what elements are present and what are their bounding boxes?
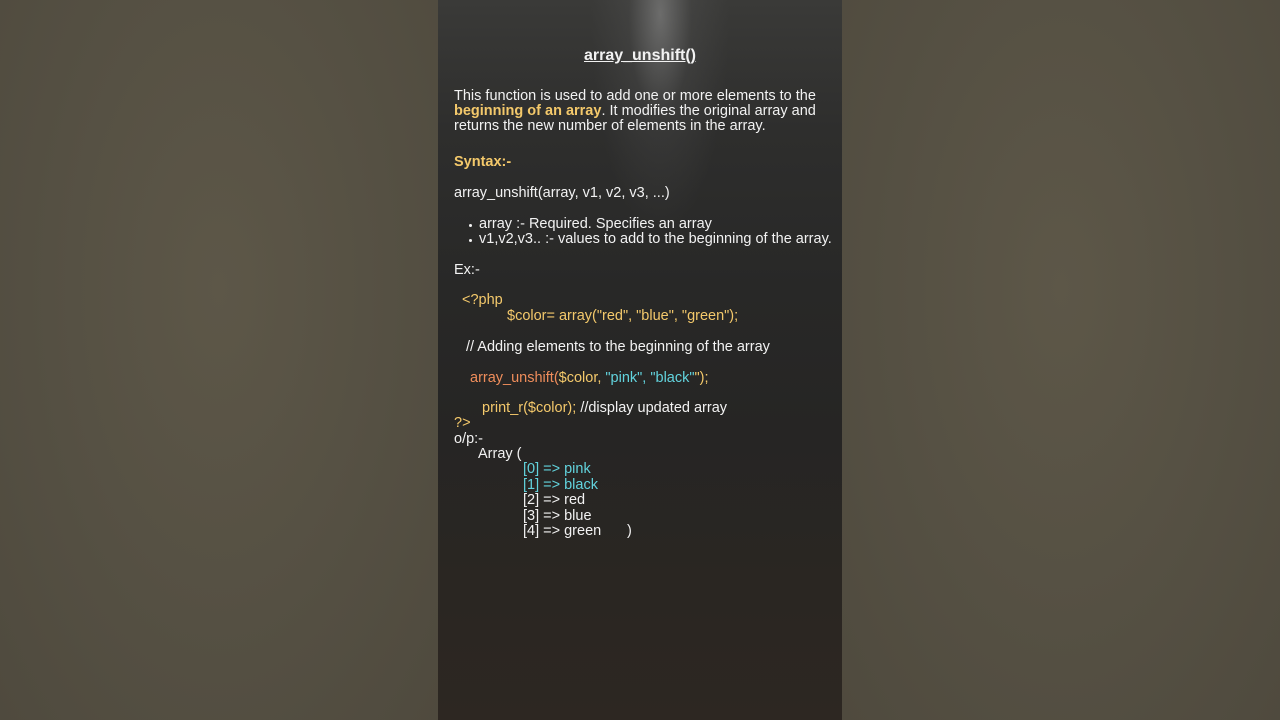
left-blurred-background <box>0 0 438 720</box>
code-php-close: ?> <box>454 415 471 431</box>
code-call-line <box>470 371 709 387</box>
intro-line-1: This function is used to add one or more elements to the <box>454 88 816 104</box>
output-item: [2] => red <box>523 492 586 508</box>
code-call-fn: array_unshift( <box>470 370 559 386</box>
content-panel <box>438 0 842 720</box>
bullet-icon <box>469 239 472 242</box>
right-blurred-background <box>842 0 1280 720</box>
code-print-line <box>482 401 727 417</box>
code-php-open: <?php <box>462 292 503 308</box>
code-assign: $color= array("red", "blue", "green"); <box>507 308 739 324</box>
intro-line-2-rest: . It modifies the original array and <box>601 103 816 119</box>
syntax-heading: Syntax:- <box>454 154 512 170</box>
output-array-close: ) <box>627 523 632 539</box>
output-item: [1] => black <box>523 477 598 493</box>
param-item: v1,v2,v3.. :- values to add to the beginning of the array. <box>479 231 832 247</box>
code-comment: // Adding elements to the beginning of the array <box>466 339 770 355</box>
bullet-icon <box>469 224 472 227</box>
output-array-open: Array ( <box>478 446 522 462</box>
code-call-var: $color, <box>558 370 606 386</box>
syntax-signature: array_unshift(array, v1, v2, v3, ...) <box>454 185 670 201</box>
intro-highlight: beginning of an array <box>454 103 602 119</box>
param-item: array :- Required. Specifies an array <box>479 216 712 232</box>
code-print-stmt: print_r($color); <box>482 400 581 416</box>
page-title: array_unshift() <box>583 47 697 64</box>
example-label: Ex:- <box>454 262 480 278</box>
output-label: o/p:- <box>454 431 484 447</box>
code-call-end: "); <box>694 370 709 386</box>
output-item: [4] => green <box>523 523 602 539</box>
code-call-args: "pink", "black" <box>605 370 695 386</box>
intro-line-3: returns the new number of elements in the array. <box>454 118 766 134</box>
output-item: [3] => blue <box>523 508 592 524</box>
output-item: [0] => pink <box>523 461 591 477</box>
code-print-comment: //display updated array <box>580 400 728 416</box>
